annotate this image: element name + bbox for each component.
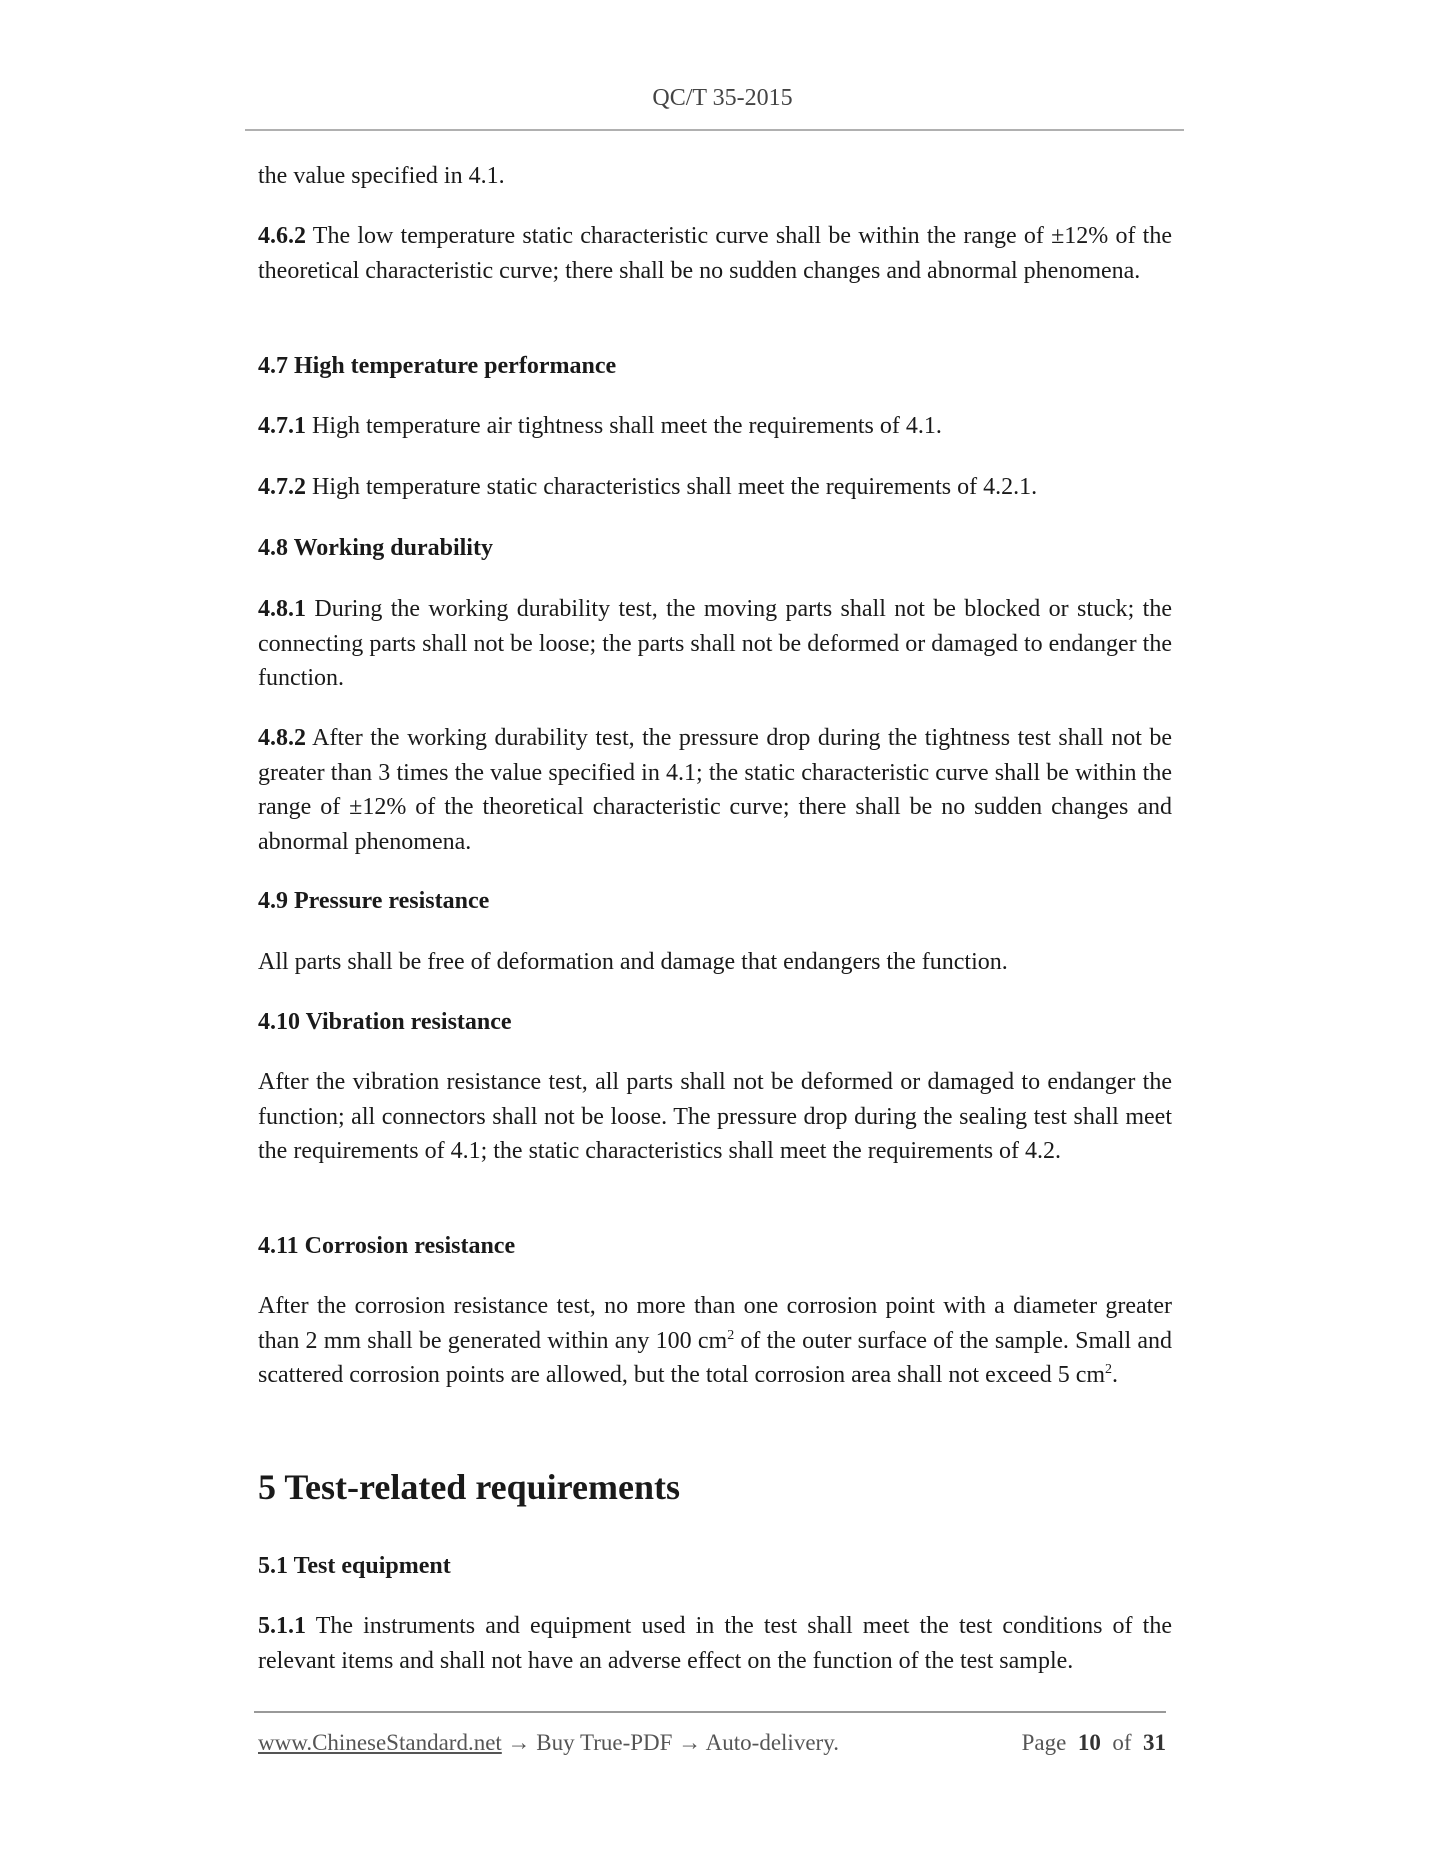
delivery-text: Auto-delivery. bbox=[705, 1730, 839, 1755]
footer bbox=[258, 1730, 1166, 1756]
heading-4-7: 4.7 High temperature performance bbox=[258, 353, 617, 379]
heading-5-1: 5.1 Test equipment bbox=[258, 1553, 451, 1579]
website-link[interactable]: www.ChineseStandard.net bbox=[258, 1730, 502, 1755]
arrow-right-icon: → bbox=[507, 1730, 531, 1755]
page-number: Page 10 of 31 bbox=[1021, 1730, 1166, 1755]
header-rule bbox=[245, 129, 1184, 131]
document-header: QC/T 35-2015 bbox=[652, 85, 793, 111]
paragraph-5-1-1: 5.1.1 The instruments and equipment used in the test shall meet the test conditions of the relevant items and shall not have an adverse effect on the function of the test sample. bbox=[258, 1613, 1172, 1674]
arrow-right-icon: → bbox=[678, 1730, 702, 1755]
paragraph-4-6-2: 4.6.2 The low temperature static characteristic curve shall be within the range of ±12% of the theoretical characteristic curve; there shall be no sudden changes and abnormal phenomena. bbox=[258, 223, 1172, 284]
paragraph: the value specified in 4.1. bbox=[258, 163, 505, 189]
heading-4-11: 4.11 Corrosion resistance bbox=[258, 1233, 516, 1259]
section-heading-5: 5 Test-related requirements bbox=[258, 1467, 680, 1507]
paragraph-4-7-1: 4.7.1 High temperature air tightness shall meet the requirements of 4.1. bbox=[258, 413, 942, 439]
paragraph: After the vibration resistance test, all parts shall not be deformed or damaged to endanger the function; all connectors shall not be loose. The pressure drop during the sealing test shall meet the requirements of 4.1; the static characteristics shall meet the requirements of 4.2. bbox=[258, 1069, 1172, 1165]
paragraph-4-8-1: 4.8.1 During the working durability test, the moving parts shall not be blocked or stuck; the connecting parts shall not be loose; the parts shall not be deformed or damaged to endanger the function. bbox=[258, 596, 1172, 692]
paragraph-4-8-2: 4.8.2 After the working durability test, the pressure drop during the tightness test shall not be greater than 3 times the value specified in 4.1; the static characteristic curve shall be within the range of ±12% of the theoretical characteristic curve; there shall be no sudden changes and abnormal phenomena. bbox=[258, 725, 1172, 856]
heading-4-10: 4.10 Vibration resistance bbox=[258, 1009, 512, 1035]
footer-rule bbox=[254, 1711, 1166, 1713]
buy-text: Buy True-PDF bbox=[536, 1730, 673, 1755]
paragraph-4-7-2: 4.7.2 High temperature static characteristics shall meet the requirements of 4.2.1. bbox=[258, 474, 1038, 500]
paragraph: All parts shall be free of deformation and damage that endangers the function. bbox=[258, 949, 1008, 975]
paragraph: After the corrosion resistance test, no more than one corrosion point with a diameter greater than 2 mm shall be generated within any 100 $cm^2$ of the outer surface of the sample. Small and scattered corrosion points are allowed, but the total corrosion area shall not exceed 5 $cm^2$. bbox=[258, 1293, 1173, 1389]
heading-4-8: 4.8 Working durability bbox=[258, 535, 493, 561]
heading-4-9: 4.9 Pressure resistance bbox=[258, 888, 490, 914]
